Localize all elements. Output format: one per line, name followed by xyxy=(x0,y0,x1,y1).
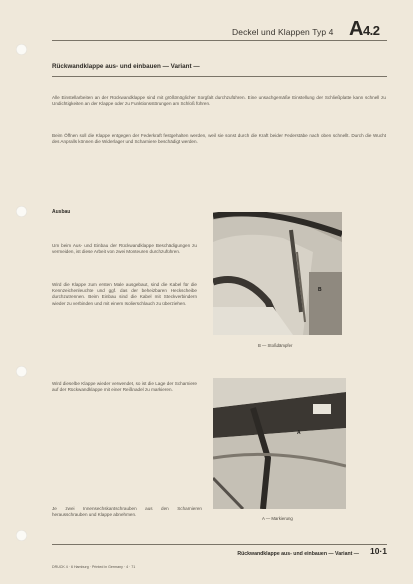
figure-callout: A xyxy=(297,430,301,436)
step-paragraph: Wird die Klappe zum ersten Male ausgebaut, sind die Kabel für die Kennzeichenleuchte und ggf. das der beheizbaren Heckscheibe durchzutrennen. Beim Einbau sind die Kabel mit Steckverbindern wieder zu verbinden und mit einem Isolierschlauch zu überziehen. xyxy=(52,282,197,306)
punch-hole xyxy=(16,206,27,217)
punch-hole xyxy=(16,530,27,541)
footer-rule xyxy=(52,544,387,545)
title-rule xyxy=(52,76,387,77)
step-paragraph: Wird dieselbe Klappe wieder verwendet, so ist die Lage der Scharniere auf der Rückwandklappe mit einer Reißnadel zu markieren. xyxy=(52,381,197,393)
photo-shock-absorber xyxy=(213,212,342,335)
punch-hole xyxy=(16,366,27,377)
header-rule xyxy=(52,40,387,41)
page-number: 10·1 xyxy=(369,546,387,556)
photo-hinge-marking xyxy=(213,378,346,509)
punch-hole xyxy=(16,44,27,55)
intro-paragraph: Alle Einstellarbeiten an der Rückwandklappe sind mit größtmöglicher Sorgfalt durchzuführen. Eine unsachgemäße Einstellung der Schließplatte kann schnell zu Undichtigkeiten an der Klappe oder zu Funktionsstörungen am Schloß führen. xyxy=(52,95,386,107)
footer-title: Rückwandklappe aus- und einbauen — Variant — xyxy=(237,551,359,557)
step-paragraph: Je zwei Innensechskantschrauben aus den Scharnieren herausschrauben und Klappe abnehmen. xyxy=(52,506,202,518)
intro-paragraph: Beim Öffnen soll die Klappe entgegen der Federkraft festgehalten werden, weil sie sonst durch die Kraft beider Federstäbe nach oben schnellt. Durch die Wucht des Anpralls können die Widerlager und Scharniere beschädigt werden. xyxy=(52,133,386,145)
section-code: A4.2 xyxy=(349,18,380,40)
step-paragraph: Um beim Aus- und Einbau der Rückwandklappe Beschädigungen zu vermeiden, ist diese Arbeit von zwei Monteuren durchzuführen. xyxy=(52,243,197,255)
section-heading: Deckel und Klappen Typ 4 xyxy=(232,27,334,37)
imprint: DRUCK 4 · 6 Hamburg · Printed in Germany · 4 · 71 xyxy=(52,565,136,569)
section-subheading: Ausbau xyxy=(52,209,71,215)
figure-caption: A — Markierung xyxy=(262,516,293,521)
figure-caption: B — Stoßdämpfer xyxy=(258,343,293,348)
figure-callout: B xyxy=(318,287,322,293)
page-title: Rückwandklappe aus- und einbauen — Variant — xyxy=(52,63,200,70)
